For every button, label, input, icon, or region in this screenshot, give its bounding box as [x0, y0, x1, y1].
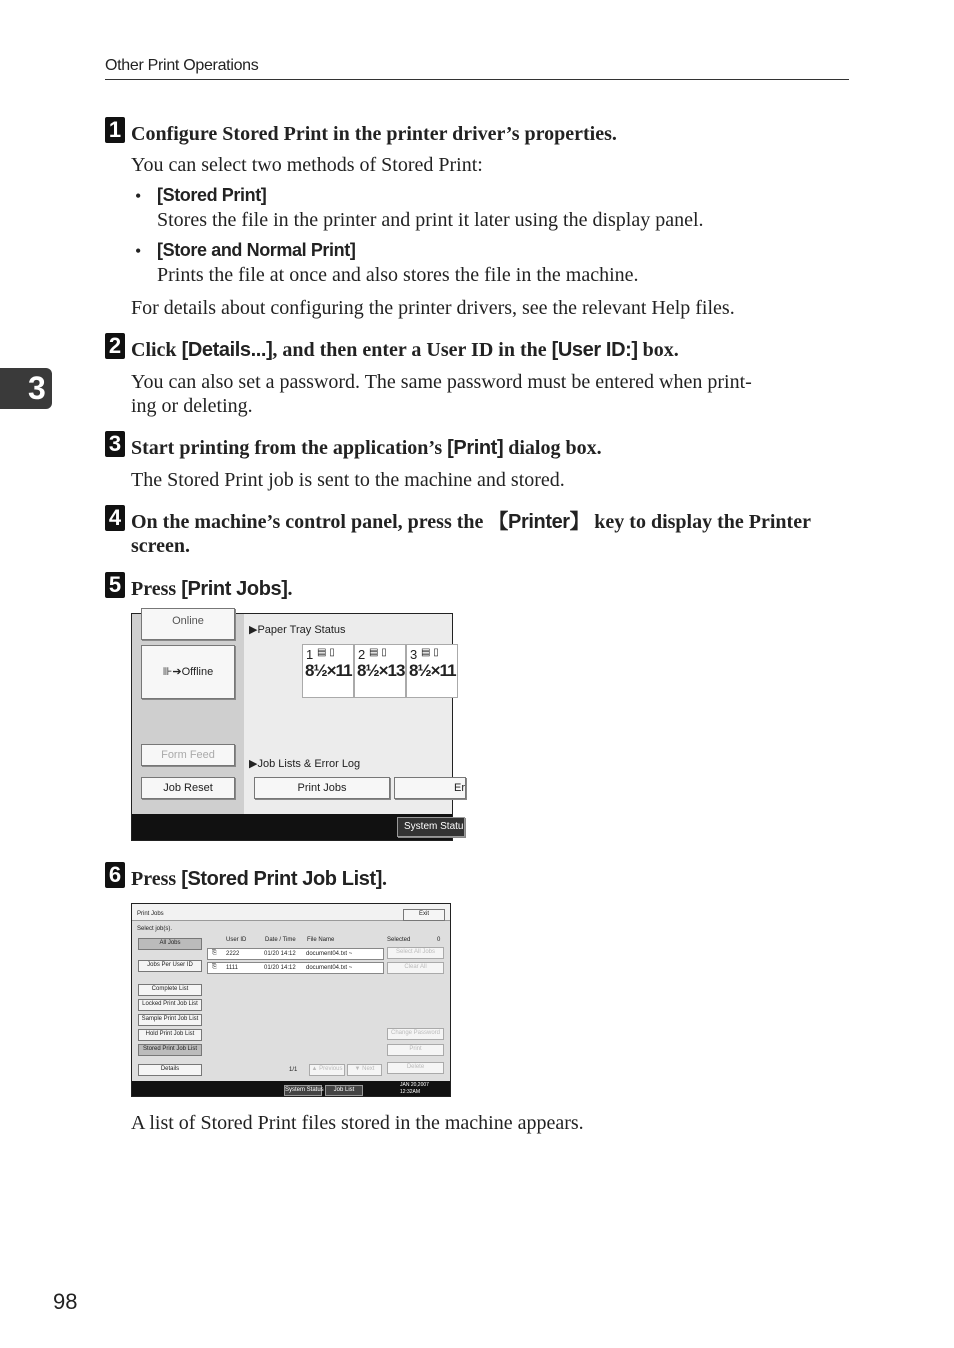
clear-all-button[interactable]: Clear All — [387, 962, 444, 974]
details-button[interactable]: Details — [138, 1064, 202, 1076]
step-number-2: 2 — [105, 333, 125, 359]
step-1-note: For details about configuring the printer drivers, see the relevant Help files. — [131, 297, 735, 319]
step-3-title: Start printing from the application’s [Print] dialog box. — [131, 437, 602, 459]
stored-job-icon: ⎘ — [212, 950, 217, 956]
row-user: 1111 — [226, 965, 239, 971]
table-row[interactable] — [207, 962, 384, 974]
select-label: Select job(s). — [137, 926, 173, 932]
column-file-name: File Name — [307, 937, 335, 943]
job-list-button[interactable]: Job List — [325, 1085, 363, 1096]
hold-print-job-list-button[interactable]: Hold Print Job List — [138, 1029, 202, 1041]
date-display: JAN 20,2007 — [400, 1082, 429, 1088]
step-number-5: 5 — [105, 572, 125, 598]
print-jobs-button[interactable]: Print Jobs — [254, 777, 390, 799]
paper-icon: ▤ ▯ — [421, 647, 439, 658]
step-4-title: On the machine’s control panel, press the 【Printer】 key to display the Printer — [131, 511, 811, 533]
next-button[interactable]: ▼ Next — [347, 1064, 382, 1076]
stored-job-icon: ⎘ — [212, 964, 217, 970]
paper-icon: ▤ ▯ — [317, 647, 335, 658]
step-2-body-line-1: You can also set a password. The same password must be entered when print- — [131, 371, 752, 393]
step-number-3: 3 — [105, 431, 125, 457]
tray-3 — [406, 644, 458, 698]
row-user: 2222 — [226, 951, 240, 957]
system-status-button[interactable]: System Statu — [397, 817, 465, 837]
screen-title: Print Jobs — [137, 911, 164, 917]
job-lists-label: ▶Job Lists & Error Log — [249, 758, 361, 770]
printer-status-area — [244, 614, 465, 814]
step-1-intro: You can select two methods of Stored Print: — [131, 154, 483, 176]
tray-number: 3 — [410, 647, 418, 662]
table-row[interactable] — [207, 948, 384, 960]
step-2-title: Click [Details...], and then enter a User ID in the [User ID:] box. — [131, 339, 679, 361]
row-file: document04.txt ~ — [306, 965, 353, 971]
time-display: 12:32AM — [400, 1089, 421, 1095]
tray-size: 8½×11 — [409, 661, 456, 680]
bottom-bar — [132, 814, 464, 840]
step-4-title-line-2: screen. — [131, 535, 191, 557]
print-button[interactable]: Print — [387, 1044, 444, 1056]
job-reset-button[interactable]: Job Reset — [141, 777, 235, 799]
system-status-button[interactable]: System Status — [284, 1085, 322, 1096]
column-user-id: User ID — [226, 937, 247, 943]
bullet-1-desc: Stores the file in the printer and print it later using the display panel. — [157, 209, 704, 231]
step-3-body: The Stored Print job is sent to the machine and stored. — [131, 469, 565, 491]
change-password-button[interactable]: Change Password — [387, 1028, 444, 1040]
tray-2 — [354, 644, 406, 698]
step-6-caption: A list of Stored Print files stored in the machine appears. — [131, 1112, 584, 1134]
step-2-body-line-2: ing or deleting. — [131, 395, 253, 417]
step-5-title: Press [Print Jobs]. — [131, 578, 293, 600]
step-number-6: 6 — [105, 862, 125, 888]
page-indicator: 1/1 — [289, 1067, 298, 1073]
all-jobs-button[interactable]: All Jobs — [138, 938, 202, 950]
chapter-number: 3 — [28, 370, 46, 406]
bullet-dot: • — [135, 186, 142, 206]
step-number-4: 4 — [105, 505, 125, 531]
tray-number: 2 — [358, 647, 366, 662]
running-header: Other Print Operations — [105, 57, 259, 74]
sample-print-job-list-button[interactable]: Sample Print Job List — [138, 1014, 202, 1026]
column-date-time: Date / Time — [265, 937, 296, 943]
row-date: 01/20 14:12 — [264, 965, 296, 971]
tray-size: 8½×13 — [357, 661, 405, 680]
error-log-button[interactable]: Er — [394, 777, 466, 799]
printer-screen-screenshot — [131, 613, 465, 841]
printer-left-panel — [132, 614, 244, 814]
bullet-2-desc: Prints the file at once and also stores the file in the machine. — [157, 264, 639, 286]
bullet-1-label: [Stored Print] — [157, 185, 267, 205]
print-jobs-screenshot — [131, 903, 451, 1097]
paper-tray-status-label: ▶Paper Tray Status — [249, 624, 346, 636]
tray-size: 8½×11 — [305, 661, 352, 680]
complete-list-button[interactable]: Complete List — [138, 984, 202, 996]
tray-1 — [302, 644, 354, 698]
bullet-2-label: [Store and Normal Print] — [157, 240, 356, 260]
offline-button[interactable]: ⊪➔Offline — [141, 645, 235, 699]
row-file: document04.txt ~ — [306, 951, 353, 957]
locked-print-job-list-button[interactable]: Locked Print Job List — [138, 999, 202, 1011]
selected-label: Selected — [387, 937, 411, 943]
select-all-jobs-button[interactable]: Select All Jobs — [387, 947, 444, 959]
online-button[interactable]: Online — [141, 608, 235, 640]
tray-number: 1 — [306, 647, 314, 662]
previous-button[interactable]: ▲ Previous — [309, 1064, 345, 1076]
step-number-1: 1 — [105, 117, 125, 143]
offline-icon: ⊪➔ — [162, 666, 182, 678]
step-1-title: Configure Stored Print in the printer driver’s properties. — [131, 123, 617, 145]
selected-count: 0 — [437, 937, 441, 943]
step-6-title: Press [Stored Print Job List]. — [131, 868, 387, 890]
delete-button[interactable]: Delete — [387, 1062, 444, 1074]
paper-icon: ▤ ▯ — [369, 647, 387, 658]
form-feed-button[interactable]: Form Feed — [141, 744, 235, 766]
exit-button[interactable]: Exit — [403, 909, 445, 921]
bullet-dot: • — [135, 241, 142, 261]
jobs-per-user-button[interactable]: Jobs Per User ID — [138, 960, 202, 972]
row-date: 01/20 14:12 — [264, 951, 296, 957]
header-rule — [105, 79, 849, 80]
page-number: 98 — [53, 1289, 78, 1314]
stored-print-job-list-button[interactable]: Stored Print Job List — [138, 1044, 202, 1056]
